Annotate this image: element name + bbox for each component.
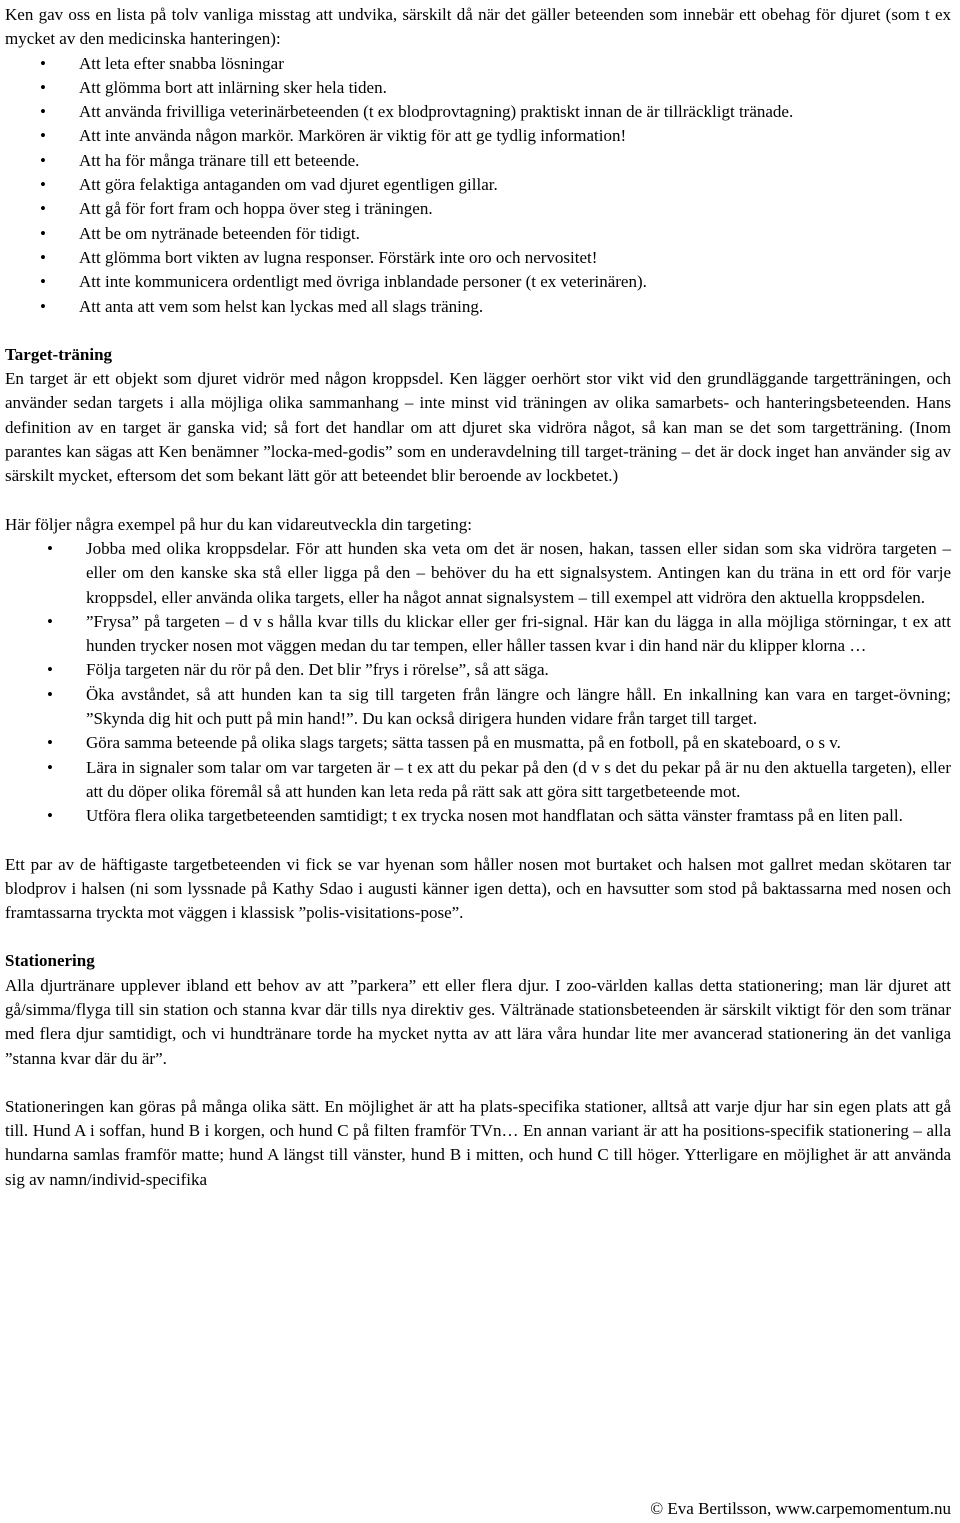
list-item: • Lära in signaler som talar om var targeten är – t ex att du pekar på den (d v s det du pekar på är nu den aktuella targeten), eller att du döper olika föremål så att hunden kan leta reda på rätt sak att göra sitt targetbeteende mot.	[47, 757, 951, 801]
intro-paragraph: Ken gav oss en lista på tolv vanliga misstag att undvika, särskilt då när det gäller beteenden som innebär ett obehag för djuret (som t ex mycket av den medicinska hanteringen):	[5, 5, 951, 49]
list-item: • Att leta efter snabba lösningar	[5, 52, 951, 76]
bullet-icon: •	[40, 126, 46, 146]
bullet-icon: •	[47, 538, 53, 558]
stationing-paragraph-2: Stationeringen kan göras på många olika sätt. En möjlighet är att ha plats-specifika stationer, alltså att varje djur har sin egen plats att gå till. Hund A i soffan, hund B i korgen, och hund C på filten framför TVn… En annan variant är att ha positions-specifik stationering – alla hundarna samlas framför matte; hund A längst till vänster, hund B i mitten, och hund C till höger. Ytterligare en möjlighet är att använda sig av namn/individ-specifika	[5, 1096, 951, 1189]
list-item: • Att inte använda någon markör. Markören är viktig för att ge tydlig information!	[5, 124, 951, 148]
bullet-icon: •	[40, 272, 46, 292]
document-page	[5, 3, 951, 1192]
list-item: • Följa targeten när du rör på den. Det blir ”frys i rörelse”, så att säga.	[5, 658, 951, 682]
bullet-icon: •	[47, 733, 53, 753]
bullet-icon: •	[47, 660, 53, 680]
spacer	[5, 489, 951, 513]
list-item: • Jobba med olika kroppsdelar. För att hunden ska veta om det är nosen, hakan, tassen eller sidan som ska vidröra targeten – eller om den kanske ska stå eller ligga på den – behöver du ha ett signalsystem. Antingen kan du träna in ett ord för varje kroppsdel, eller använda olika targets, eller ha något annat signalsystem – till exempel att vidröra den aktuella kroppsdelen.	[47, 538, 951, 607]
list-item: • Att ha för många tränare till ett beteende.	[5, 149, 951, 173]
bullet-icon: •	[40, 53, 46, 73]
list-item: • Att gå för fort fram och hoppa över steg i träningen.	[5, 197, 951, 221]
bullet-icon: •	[40, 77, 46, 97]
stationing-heading: Stationering	[5, 951, 95, 971]
spacer	[5, 925, 951, 949]
bullet-icon: •	[40, 223, 46, 243]
list-item: • Att använda frivilliga veterinärbeteenden (t ex blodprovtagning) praktiskt innan de är tillräckligt tränade.	[5, 100, 951, 124]
closing-paragraph: Ett par av de häftigaste targetbeteenden vi fick se var hyenan som håller nosen mot burtaket och halsen mot gallret medan skötaren tar blodprov i halsen (ni som lyssnade på Kathy Sdao i augusti känner igen detta), och en havsutter som stod på baktassarna med nosen och framtassarna tryckta mot väggen i klassisk ”polis-visitations-pose”.	[5, 854, 951, 923]
mistakes-list	[5, 52, 951, 319]
spacer	[5, 829, 951, 853]
list-item: • Att glömma bort vikten av lugna responser. Förstärk inte oro och nervositet!	[5, 246, 951, 270]
bullet-icon: •	[40, 199, 46, 219]
bullet-icon: •	[47, 806, 53, 826]
target-heading: Target-träning	[5, 344, 113, 364]
bullet-icon: •	[40, 175, 46, 195]
stationing-paragraph-1: Alla djurtränare upplever ibland ett behov av att ”parkera” ett eller flera djur. I zoo-världen kallas detta stationering; man lär djuret att gå/simma/flyga till sin station och stanna kvar där tills nya direktiv ges. Vältränade stationsbeteenden är särskilt viktigt för den som tränar med flera djur samtidigt, och vi hundtränare torde ha mycket nytta av att lära våra hundar lite mer avancerad stationering än det vanliga ”stanna kvar där du är”.	[5, 975, 951, 1068]
bullet-icon: •	[47, 757, 53, 777]
target-paragraph: En target är ett objekt som djuret vidrör med någon kroppsdel. Ken lägger oerhört stor vikt vid den grundläggande targetträningen, och använder sedan targets i alla möjliga olika sammanhang – inte minst vid träningen av olika samarbets- och hanteringsbeteenden. Hans definition av en target är ganska vid; så fort det handlar om att djuret ska vidröra något, så kan man se det som targetträning. (Inom parantes kan sägas att Ken benämner ”locka-med-godis” som en underavdelning till target-träning – det är dock inget han använder sig av särskilt mycket, eftersom det som bekant lätt gör att beteendet blir beroende av lockbetet.)	[5, 369, 951, 486]
spacer	[5, 1071, 951, 1095]
list-item: • ”Frysa” på targeten – d v s hålla kvar tills du klickar eller ger fri-signal. Här kan du lägga in alla möjliga störningar, t ex att hunden trycker nosen mot väggen medan du tar tempen, eller håller tassen kvar i din hand när du klipper klorna …	[47, 611, 951, 656]
examples-list	[5, 537, 951, 829]
bullet-icon: •	[47, 611, 53, 631]
spacer	[5, 319, 951, 343]
list-item: • Att be om nytränade beteenden för tidigt.	[5, 222, 951, 246]
list-item: • Göra samma beteende på olika slags targets; sätta tassen på en musmatta, på en fotboll, på en skateboard, o s v.	[5, 731, 951, 755]
examples-intro: Här följer några exempel på hur du kan vidareutveckla din targeting:	[5, 514, 473, 534]
footer-copyright: © Eva Bertilsson, www.carpemomentum.nu	[650, 1499, 951, 1518]
list-item: • Öka avståndet, så att hunden kan ta sig till targeten från längre och längre håll. En inkallning kan vara en target-övning; ”Skynda dig hit och putt på min hand!”. Du kan också dirigera hunden vidare från target till target.	[47, 684, 951, 729]
bullet-icon: •	[40, 296, 46, 316]
bullet-icon: •	[40, 150, 46, 170]
bullet-icon: •	[40, 247, 46, 267]
bullet-icon: •	[47, 684, 53, 704]
list-item: • Att glömma bort att inlärning sker hela tiden.	[5, 76, 951, 100]
list-item: • Att inte kommunicera ordentligt med övriga inblandade personer (t ex veterinären).	[5, 270, 951, 294]
bullet-icon: •	[40, 102, 46, 122]
list-item: • Att göra felaktiga antaganden om vad djuret egentligen gillar.	[5, 173, 951, 197]
list-item: • Att anta att vem som helst kan lyckas med all slags träning.	[5, 295, 951, 319]
list-item: • Utföra flera olika targetbeteenden samtidigt; t ex trycka nosen mot handflatan och sätta vänster framtass på en liten pall.	[5, 804, 951, 828]
